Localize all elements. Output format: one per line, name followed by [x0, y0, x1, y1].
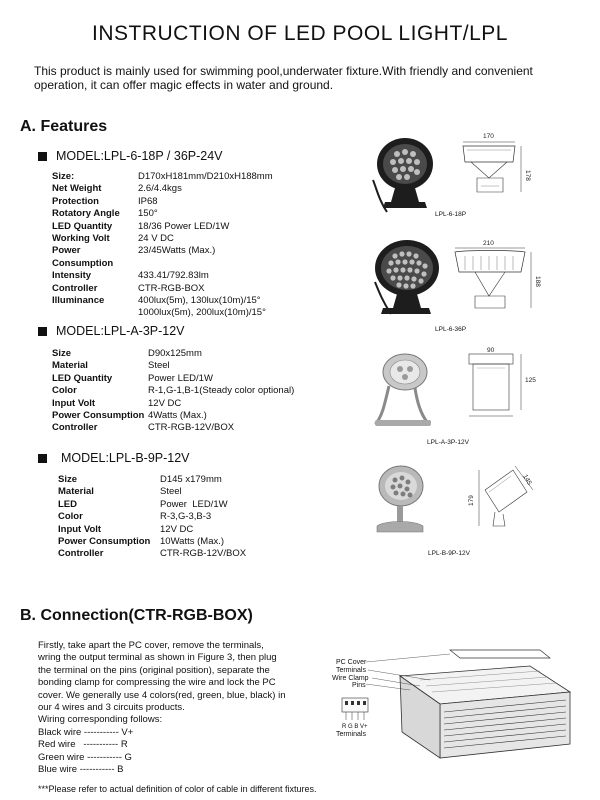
spec-row	[52, 307, 273, 319]
spec-value: IP68	[138, 195, 158, 207]
spec-row	[52, 208, 273, 220]
spec-key: Size	[52, 348, 72, 359]
spec-list-2	[52, 348, 294, 435]
bullet-square-icon	[38, 454, 47, 463]
spec-row	[52, 385, 294, 397]
spec-key: Working Volt	[52, 233, 110, 245]
spec-row	[58, 499, 246, 511]
spec-value: D145 x179mm	[160, 474, 222, 485]
spec-key: LED Quantity	[52, 220, 113, 232]
figure-lpl-6-36p	[365, 236, 565, 326]
spec-key: Protection	[52, 195, 99, 207]
spec-value: Steel	[160, 486, 182, 498]
spec-row	[58, 486, 246, 498]
spec-key: Size:	[52, 171, 75, 182]
spec-value: D90x125mm	[148, 348, 202, 359]
dim-height-b9p: 179	[468, 495, 475, 506]
wiring-title: Wiring corresponding follows:	[38, 714, 163, 726]
spec-row	[52, 221, 273, 233]
spec-value: 150°	[138, 208, 158, 220]
spec-value: 1000lux(5m), 200lux(10m)/15°	[138, 307, 266, 319]
dim-width-18p: 170	[483, 133, 494, 140]
dim-height-a3p: 125	[525, 377, 536, 384]
spec-key: Color	[52, 385, 77, 397]
spec-key: Intensity	[52, 270, 92, 282]
spec-value: 4Watts (Max.)	[148, 410, 207, 422]
spec-key: Rotatory Angle	[52, 208, 120, 220]
spec-value: D170xH181mm/D210xH188mm	[138, 171, 273, 182]
spec-row	[52, 245, 273, 270]
spec-row	[52, 360, 294, 372]
spec-list-3	[58, 474, 246, 561]
dim-height-36p: 188	[534, 276, 541, 287]
spec-row	[52, 196, 273, 208]
spec-key: Power Consumption	[52, 245, 114, 269]
connection-paragraph: Firstly, take apart the PC cover, remove the terminals, wring the output terminal as shown in Figure 3, then plug the terminal on the pins (original position), separate the bonding clamp for compressing the wire and lock the PC cover. We generally use 4 colors(red, green, blue, black) in our 4 wires and 3 circuits products.	[38, 640, 286, 714]
dim-width-a3p: 90	[487, 347, 495, 354]
spec-row	[52, 295, 273, 307]
spec-value: 24 V DC	[138, 233, 174, 245]
spec-row	[52, 398, 294, 410]
spec-key: Controller	[58, 548, 104, 560]
spec-key	[52, 307, 138, 319]
spec-row	[58, 536, 246, 548]
spec-value: CTR-RGB-12V/BOX	[148, 422, 235, 434]
model-heading-2	[38, 324, 185, 338]
bullet-square-icon	[38, 152, 47, 161]
features-heading: A. Features	[20, 118, 108, 135]
spec-value: CTR-RGB-BOX	[138, 282, 205, 294]
callout-pins: Pins	[352, 682, 366, 689]
intro-text: This product is mainly used for swimming pool,underwater fixture.With friendly and convenient operation, it can offer magic effects in water and ground.	[34, 64, 533, 92]
spec-value: 12V DC	[160, 523, 194, 535]
spec-value: R-1,G-1,B-1(Steady color optional)	[148, 385, 295, 397]
wire-line: Blue wire ----------- B	[38, 764, 124, 776]
dim-diameter-b9p: 145	[521, 473, 533, 487]
product-photo-a-3p	[365, 346, 565, 434]
spec-value: 433.41/792.83lm	[138, 270, 209, 282]
spec-key: Color	[58, 511, 83, 523]
controller-box-diagram	[330, 640, 580, 780]
spec-row	[52, 270, 273, 282]
spec-row	[58, 511, 246, 523]
bullet-square-icon	[38, 327, 47, 336]
page-title: INSTRUCTION OF LED POOL LIGHT/LPL	[92, 22, 508, 45]
spec-key: Input Volt	[52, 397, 96, 409]
wire-line: Red wire ----------- R	[38, 739, 128, 751]
spec-list-1	[52, 171, 273, 320]
callout-wire-clamp: Wire Clamp	[332, 675, 369, 682]
spec-key: Power Consumption	[58, 536, 151, 548]
figure-lpl-a-3p	[365, 346, 565, 434]
spec-row	[58, 524, 246, 536]
spec-value: Steel	[148, 360, 170, 372]
model-name: MODEL:LPL-B-9P-12V	[61, 451, 190, 465]
product-photo-b-9p	[365, 462, 565, 548]
spec-key: Size	[58, 474, 78, 485]
spec-value: R-3,G-3,B-3	[160, 511, 212, 523]
connection-text	[38, 640, 288, 776]
product-photo-36p	[365, 236, 565, 326]
spec-key: Net Weight	[52, 183, 102, 195]
spec-key: Material	[58, 486, 94, 498]
callout-terminals: Terminals	[336, 667, 366, 674]
spec-key: Controller	[52, 282, 98, 294]
spec-value: 12V DC	[148, 397, 182, 409]
spec-value: CTR-RGB-12V/BOX	[160, 548, 247, 560]
spec-value: 2.6/4.4kgs	[138, 183, 182, 195]
spec-row	[52, 422, 294, 434]
figure-label-b9p: LPL-B-9P-12V	[428, 550, 470, 557]
spec-key: Power Consumption	[52, 410, 145, 422]
wire-line: Black wire ----------- V+	[38, 726, 134, 738]
model-name: MODEL:LPL-A-3P-12V	[56, 324, 185, 338]
controller-box-drawing	[330, 640, 580, 780]
figure-label-18p: LPL-6-18P	[435, 211, 467, 218]
dim-width-36p: 210	[483, 240, 494, 247]
spec-key: LED Quantity	[52, 372, 113, 384]
spec-row	[58, 548, 246, 560]
callout-pc-cover: PC Cover	[336, 659, 367, 666]
spec-value: 23/45Watts (Max.)	[138, 245, 216, 257]
spec-row	[52, 410, 294, 422]
spec-key: Controller	[52, 422, 98, 434]
model-heading-3	[38, 451, 190, 465]
figure-lpl-b-9p	[365, 462, 565, 548]
spec-row	[52, 171, 273, 183]
spec-key: LED	[58, 498, 77, 510]
wire-line: Green wire ----------- G	[38, 751, 132, 763]
spec-row	[52, 348, 294, 360]
spec-value: 400lux(5m), 130lux(10m)/15°	[138, 295, 261, 307]
spec-key: Input Volt	[58, 523, 102, 535]
spec-row	[52, 373, 294, 385]
figure-label-a3p: LPL-A-3P-12V	[427, 439, 469, 446]
spec-value: 10Watts (Max.)	[160, 536, 225, 548]
connection-heading: B. Connection(CTR-RGB-BOX)	[20, 607, 253, 624]
spec-row	[52, 283, 273, 295]
spec-value: 18/36 Power LED/1W	[138, 220, 230, 232]
callout-rgbv: R G B V+	[342, 724, 368, 730]
spec-value: Power LED/1W	[160, 498, 228, 510]
footnote: ***Please refer to actual definition of color of cable in different fixtures.	[38, 784, 317, 794]
figure-label-36p: LPL-6-36P	[435, 326, 467, 333]
spec-value: Power LED/1W	[148, 372, 213, 384]
spec-row	[52, 233, 273, 245]
model-heading-1	[38, 149, 223, 163]
model-name: MODEL:LPL-6-18P / 36P-24V	[56, 149, 223, 163]
spec-row	[52, 183, 273, 195]
spec-key: Material	[52, 360, 88, 372]
spec-key: Illuminance	[52, 295, 105, 307]
dim-height-18p: 178	[524, 170, 531, 181]
callout-terminals-2: Terminals	[336, 731, 366, 738]
spec-row	[58, 474, 246, 486]
